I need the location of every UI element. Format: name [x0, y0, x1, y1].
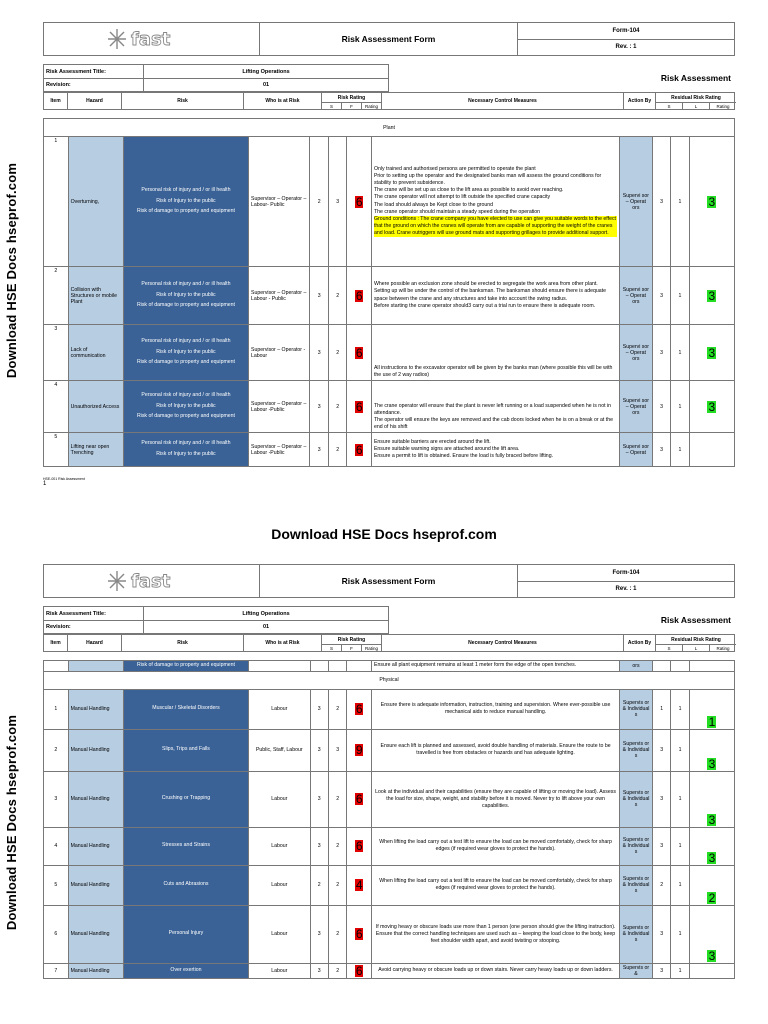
risk-cell: Muscular / Skeletal Disorders	[123, 689, 248, 729]
table-row	[44, 905, 735, 963]
residual-rating-badge: 3	[708, 812, 716, 827]
form-header	[43, 564, 735, 598]
control-measure: Ensure suitable warning signs are attached around the lift area.	[373, 445, 520, 452]
controls-cell: Look at the individual and their capabilities (ensure they are capable of lifting or moving the load). Assess the load for size, shape, weight, and stability before it is moved. Never try to lift above your own capabilities.	[372, 771, 620, 827]
risk-item: Personal risk of injury and / or ill health	[141, 440, 231, 447]
risk-rating-badge: 6	[355, 288, 363, 303]
residual-severity-cell: 3	[652, 905, 670, 963]
column-headers: Item Hazard Risk Who is at Risk Risk Rating S F Rating Necessary Control Measures Action By Residual Risk Rating S L Rating	[43, 92, 735, 110]
residual-rating-cell	[689, 905, 734, 963]
control-measure: All instructions to the excavator operator will be given by the banks man (where possible this will be with the use of 2 way radios)	[373, 364, 613, 378]
risk-rating-badge: 6	[355, 927, 363, 942]
residual-severity-cell: 3	[652, 137, 670, 267]
severity-cell: 2	[310, 137, 328, 267]
residual-likelihood-cell: 1	[671, 267, 689, 325]
control-measure: The crane operator will ensure that the plant is never left running or a load suspended when he is not in attendance.	[373, 402, 611, 416]
residual-rating-badge: 1	[708, 714, 716, 729]
who-at-risk-cell: Supervisor – Operator – Labour- Public	[248, 137, 310, 267]
controls-cell	[371, 325, 619, 381]
risk-item: Personal risk of injury and / or ill health	[141, 281, 231, 288]
who-at-risk-cell: Supervisor – Operator – Labour -Public	[248, 381, 310, 433]
controls-cell	[371, 433, 619, 467]
hazard-cell: Manual Handling	[68, 865, 123, 905]
risk-item: Risk of Injury to the public	[156, 402, 216, 409]
form-header	[43, 22, 735, 56]
hazard-cell: Lifting near open Trenching	[68, 433, 123, 467]
controls-cell	[371, 381, 619, 433]
action-by-cell: Supervi sor – Operat ors	[620, 267, 653, 325]
risk-rating-cell	[347, 325, 372, 381]
residual-severity-cell: 3	[652, 771, 670, 827]
residual-severity-cell: 2	[652, 865, 670, 905]
form-title: Risk Assessment Form	[260, 23, 518, 55]
severity-cell: 3	[310, 433, 328, 467]
page-2	[43, 564, 735, 979]
control-measure: Ensure a permit to lift is obtained. Ensure the load is fully braced before lifting.	[373, 453, 554, 459]
hazard-cell: Manual Handling	[68, 905, 123, 963]
control-measure: The load should always be Kept close to the ground	[373, 201, 494, 208]
frequency-cell: 2	[328, 433, 346, 467]
risk-item: Risk of Injury to the public	[156, 451, 216, 457]
risk-cell: Risk of damage to property and equipment	[123, 661, 248, 672]
control-measure: Setting up will be under the control of the banksman. The banksman should ensure there is adequate space between the crane and any structures and take into account the swing radius.	[373, 288, 607, 302]
table-row	[44, 729, 735, 771]
residual-rating-badge: 2	[708, 890, 716, 905]
frequency-cell: 2	[328, 865, 346, 905]
hazard-cell: Lack of communication	[68, 325, 123, 381]
item-number: 7	[44, 963, 69, 978]
residual-likelihood-cell: 1	[671, 381, 689, 433]
page-1	[43, 22, 735, 487]
severity-cell: 3	[310, 905, 328, 963]
svg-text:fast: fast	[130, 571, 170, 592]
risk-item: Personal risk of injury and / or ill health	[141, 392, 231, 399]
hazard-cell: Manual Handling	[68, 827, 123, 865]
svg-text:fast: fast	[130, 29, 170, 50]
control-measure: Before starting the crane operator should3 carry out a trial run to ensure there is adequate room.	[373, 302, 596, 309]
table-row	[44, 865, 735, 905]
center-watermark: Download HSE Docs hseprof.com	[271, 526, 497, 542]
control-measure: The operator will ensure the keys are removed and the cab doors locked when he is on a break or at the end of his shift	[373, 416, 614, 430]
risk-item: Risk of damage to property and equipment	[136, 359, 235, 366]
risk-rating-badge: 6	[355, 442, 363, 457]
controls-cell	[371, 137, 619, 267]
side-watermark: Download HSE Docs hseprof.com	[4, 714, 20, 930]
item-number: 3	[44, 325, 69, 381]
controls-cell: Ensure all plant equipment remains at least 1 meter form the edge of the open trenches.	[372, 661, 620, 672]
residual-likelihood-cell: 1	[671, 433, 689, 467]
residual-rating-cell	[689, 827, 734, 865]
item-number: 3	[44, 771, 69, 827]
frequency-cell: 2	[328, 267, 346, 325]
hazard-cell: Unauthorized Access	[68, 381, 123, 433]
who-at-risk-cell: Labour	[249, 689, 311, 729]
controls-cell: Avoid carrying heavy or obscure loads up or down stairs. Never carry heavy loads up or down ladders.	[372, 963, 620, 978]
risk-cell	[123, 433, 248, 467]
control-measure: The crane operator will not attempt to lift outside the specified crane capacity	[373, 194, 551, 201]
side-watermark: Download HSE Docs hseprof.com	[4, 162, 20, 378]
table-row	[44, 137, 735, 267]
frequency-cell: 3	[328, 729, 346, 771]
risk-item: Risk of Injury to the public	[156, 197, 216, 204]
controls-cell: Ensure there is adequate information, instruction, training and supervision. Where ever-possible use mechanical aids to reduce manual handling.	[372, 689, 620, 729]
control-measure: The crane will be set up as close to the lift area as possible to avoid over reaching.	[373, 187, 564, 194]
who-at-risk-cell: Labour	[249, 905, 311, 963]
risk-rating-cell	[347, 433, 372, 467]
who-at-risk-cell: Supervisor – Operator – Labour -Public	[248, 433, 310, 467]
form-number: Form-104	[518, 23, 734, 40]
section-title: Plant	[44, 119, 735, 137]
form-number: Form-104	[518, 565, 734, 582]
controls-cell: If moving heavy or obscure loads use more than 1 person (one person should give the lifting instruction). Ensure that the correct handling techniques are used such as – keeping the load close to the body, keep feet shoulder width apart, and avoid twisting or stooping.	[372, 905, 620, 963]
form-revision: Rev. : 1	[615, 586, 637, 593]
frequency-cell: 2	[328, 905, 346, 963]
risk-rating-cell	[347, 267, 372, 325]
risk-item: Personal risk of injury and / or ill health	[141, 187, 231, 194]
risk-rating-cell	[347, 381, 372, 433]
risk-cell: Cuts and Abrasions	[123, 865, 248, 905]
residual-likelihood-cell: 1	[671, 771, 689, 827]
hazard-cell: Overturning,	[68, 137, 123, 267]
risk-table-plant	[43, 118, 735, 467]
risk-rating-cell	[347, 729, 372, 771]
residual-rating-cell	[689, 729, 734, 771]
residual-rating-badge: 3	[708, 194, 716, 209]
risk-cell: Crushing or Trapping	[123, 771, 248, 827]
residual-rating-cell	[689, 267, 734, 325]
item-number: 6	[44, 905, 69, 963]
item-number: 5	[44, 433, 69, 467]
residual-likelihood-cell: 1	[671, 325, 689, 381]
frequency-cell: 2	[328, 325, 346, 381]
table-row	[44, 433, 735, 467]
risk-rating-badge: 6	[355, 345, 363, 360]
revision-value: 01	[262, 82, 270, 88]
section-title: Physical	[44, 671, 735, 689]
residual-likelihood-cell: 1	[671, 963, 689, 978]
assessment-meta: Risk Assessment Title: Lifting Operations Revision: 01 Risk Assessment	[43, 606, 735, 634]
residual-severity-cell: 3	[652, 267, 670, 325]
risk-rating-cell	[347, 771, 372, 827]
residual-rating-cell	[689, 771, 734, 827]
severity-cell: 3	[310, 771, 328, 827]
residual-rating-cell	[689, 865, 734, 905]
column-headers: Item Hazard Risk Who is at Risk Risk Rating S F Rating Necessary Control Measures Action By Residual Risk Rating S L Rating	[43, 634, 735, 652]
control-measure: The crane operator should maintain a steady speed during the operation	[373, 208, 541, 215]
frequency-cell: 2	[328, 827, 346, 865]
residual-likelihood-cell: 1	[671, 905, 689, 963]
form-title: Risk Assessment Form	[260, 565, 518, 597]
action-by-cell: Supervi sor – Operat	[620, 433, 653, 467]
risk-item: Risk of Injury to the public	[156, 348, 216, 355]
item-number: 1	[44, 137, 69, 267]
severity-cell: 3	[310, 381, 328, 433]
severity-cell: 3	[310, 689, 328, 729]
risk-cell	[123, 137, 248, 267]
severity-cell: 3	[310, 267, 328, 325]
frequency-cell: 3	[328, 137, 346, 267]
risk-item: Risk of damage to property and equipment	[136, 208, 235, 215]
form-revision: Rev. : 1	[615, 44, 637, 51]
risk-rating-cell	[347, 827, 372, 865]
residual-rating-cell	[689, 325, 734, 381]
severity-cell: 3	[310, 729, 328, 771]
who-at-risk-cell: Labour	[249, 771, 311, 827]
action-by-cell: Supervis or & Individual s	[620, 865, 653, 905]
item-number: 4	[44, 827, 69, 865]
hazard-cell: Manual Handling	[68, 729, 123, 771]
severity-cell: 3	[310, 325, 328, 381]
residual-likelihood-cell: 1	[671, 827, 689, 865]
risk-cell: Stresses and Strains	[123, 827, 248, 865]
controls-cell	[371, 267, 619, 325]
residual-likelihood-cell: 1	[671, 865, 689, 905]
frequency-cell: 2	[328, 689, 346, 729]
action-by-cell: Supervis or & Individual s	[620, 771, 653, 827]
risk-cell: Over exertion	[123, 963, 248, 978]
risk-cell: Slips, Trips and Falls	[123, 729, 248, 771]
action-by-cell: Supervi sor – Operat ors	[620, 325, 653, 381]
frequency-cell: 2	[328, 963, 346, 978]
who-at-risk-cell: Supervisor – Operator -Labour	[248, 325, 310, 381]
hazard-cell: Manual Handling	[68, 689, 123, 729]
item-number: 2	[44, 267, 69, 325]
risk-item: Personal risk of injury and / or ill health	[141, 338, 231, 345]
action-by-cell: Supervis or & Individual s	[620, 729, 653, 771]
table-row	[44, 771, 735, 827]
page-footer: HSE-001 Risk Assessment	[43, 477, 85, 481]
risk-cell	[123, 325, 248, 381]
risk-rating-cell	[347, 963, 372, 978]
risk-rating-badge: 6	[355, 792, 363, 807]
residual-rating-badge: 3	[708, 756, 716, 771]
residual-likelihood-cell: 1	[671, 689, 689, 729]
item-number: 1	[44, 689, 69, 729]
residual-severity-cell: 3	[652, 963, 670, 978]
who-at-risk-cell: Labour	[249, 865, 311, 905]
risk-rating-badge: 6	[355, 963, 363, 978]
risk-rating-cell	[347, 865, 372, 905]
hazard-cell: Manual Handling	[68, 963, 123, 978]
hazard-cell: Collision with Structures or mobile Plant	[68, 267, 123, 325]
risk-rating-badge: 6	[355, 702, 363, 717]
control-measure: Where possible an exclusion zone should be erected to segregate the work area from other plant.	[373, 281, 598, 288]
risk-rating-badge: 6	[355, 399, 363, 414]
title-label: Risk Assessment Title:	[44, 65, 144, 78]
control-measure: Prior to setting up the operator and the designated banks man will assess the ground conditions for stability to prevent subsidence.	[373, 173, 602, 187]
risk-table-physical	[43, 660, 735, 979]
risk-rating-badge: 6	[355, 194, 363, 209]
risk-item: Risk of damage to property and equipment	[136, 302, 235, 309]
residual-severity-cell: 3	[652, 381, 670, 433]
assessment-meta	[43, 64, 735, 92]
frequency-cell: 2	[328, 381, 346, 433]
residual-rating-badge: 3	[708, 948, 716, 963]
fast-logo-icon	[107, 27, 197, 51]
risk-rating-badge: 4	[355, 878, 363, 893]
action-by-cell: Supervi sor – Operat ors	[620, 381, 653, 433]
item-number: 4	[44, 381, 69, 433]
control-measure: Ensure suitable barriers are erected around the lift.	[373, 438, 491, 445]
fast-logo-icon	[107, 569, 197, 593]
risk-item: Risk of Injury to the public	[156, 291, 216, 298]
residual-rating-badge: 3	[708, 345, 716, 360]
control-measure-highlight: Ground conditions : The crane company you have elected to use can give you suitable words to the effect that the ground on which the cranes will operate from are capable of supporting the weight of the cranes and load. Crane outriggers will use ground mats and supporting grillages to provide additional support.	[373, 215, 616, 236]
risk-rating-cell	[347, 905, 372, 963]
revision-label: Revision:	[44, 79, 144, 91]
residual-severity-cell: 3	[652, 729, 670, 771]
risk-assessment-heading: Risk Assessment	[660, 73, 731, 83]
action-by-cell: ors	[620, 661, 653, 672]
residual-severity-cell: 1	[652, 689, 670, 729]
page-number: 1	[43, 481, 47, 487]
controls-cell: When lifting the load carry out a test lift to ensure the load can be moved comfortably, check for sharp edges (if required wear gloves to protect the hands).	[372, 865, 620, 905]
controls-cell: Ensure each lift is planned and assessed, avoid double handling of materials. Ensure the route to be travelled is free from obstacles or hazards and has adequate lighting.	[372, 729, 620, 771]
controls-cell: When lifting the load carry out a test lift to ensure the load can be moved comfortably, check for sharp edges (if required wear gloves to protect the hands).	[372, 827, 620, 865]
company-logo	[44, 23, 260, 55]
residual-rating-badge: 3	[708, 850, 716, 865]
residual-likelihood-cell: 1	[671, 729, 689, 771]
residual-rating-cell	[689, 689, 734, 729]
risk-cell	[123, 267, 248, 325]
risk-rating-badge: 9	[355, 743, 363, 758]
residual-rating-cell	[689, 381, 734, 433]
table-row	[44, 689, 735, 729]
action-by-cell: Supervis or & Individual s	[620, 689, 653, 729]
risk-item: Risk of damage to property and equipment	[136, 413, 235, 420]
residual-rating-cell	[689, 433, 734, 467]
table-row	[44, 381, 735, 433]
table-row	[44, 267, 735, 325]
severity-cell: 3	[310, 963, 328, 978]
residual-likelihood-cell: 1	[671, 137, 689, 267]
item-number: 2	[44, 729, 69, 771]
residual-rating-cell	[689, 137, 734, 267]
action-by-cell: Supervis or &	[620, 963, 653, 978]
residual-severity-cell: 3	[652, 827, 670, 865]
who-at-risk-cell: Labour	[249, 827, 311, 865]
action-by-cell: Supervi sor – Operat ors	[620, 137, 653, 267]
who-at-risk-cell: Labour	[249, 963, 311, 978]
severity-cell: 3	[310, 827, 328, 865]
risk-rating-cell	[347, 689, 372, 729]
action-by-cell: Supervis or & Individual s	[620, 827, 653, 865]
table-row	[44, 325, 735, 381]
table-row	[44, 827, 735, 865]
residual-rating-badge: 3	[708, 288, 716, 303]
risk-rating-badge: 6	[355, 839, 363, 854]
severity-cell: 2	[310, 865, 328, 905]
who-at-risk-cell: Supervisor – Operator – Labour - Public	[248, 267, 310, 325]
residual-severity-cell: 3	[652, 433, 670, 467]
risk-cell	[123, 381, 248, 433]
risk-cell: Personal Injury	[123, 905, 248, 963]
title-value: Lifting Operations	[242, 68, 290, 75]
residual-rating-cell	[689, 963, 734, 978]
action-by-cell: Supervis or & Individual s	[620, 905, 653, 963]
hazard-cell: Manual Handling	[68, 771, 123, 827]
item-number: 5	[44, 865, 69, 905]
table-row	[44, 963, 735, 978]
risk-rating-cell	[347, 137, 372, 267]
residual-rating-badge: 3	[708, 399, 716, 414]
who-at-risk-cell: Public, Staff, Labour	[249, 729, 311, 771]
residual-severity-cell: 3	[652, 325, 670, 381]
company-logo	[44, 565, 260, 597]
control-measure: Only trained and authorised persons are permitted to operate the plant	[373, 166, 536, 173]
frequency-cell: 2	[328, 771, 346, 827]
